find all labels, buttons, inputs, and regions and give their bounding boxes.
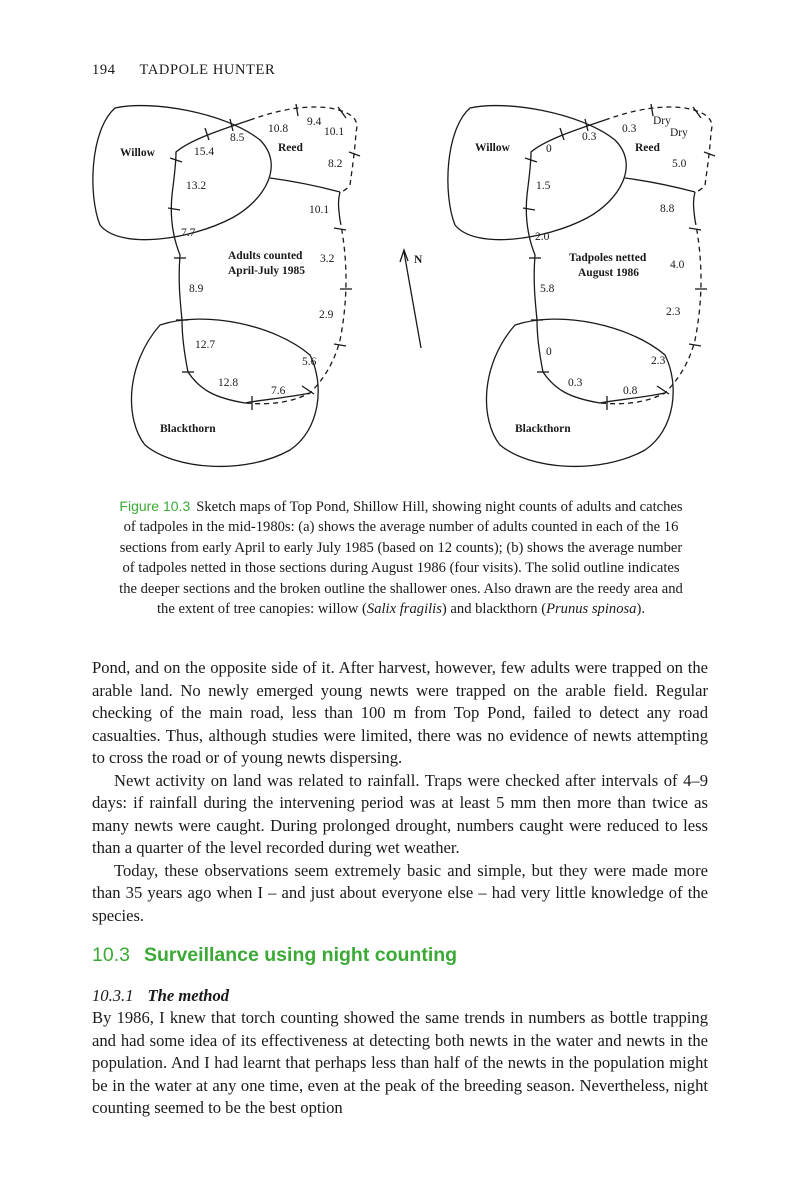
section-value-b: 5.8 xyxy=(540,283,555,295)
reed-area-b xyxy=(625,178,695,192)
north-label: N xyxy=(414,254,423,266)
blackthorn-canopy-b xyxy=(486,319,673,466)
section-heading xyxy=(92,944,457,967)
section-value-a: 13.2 xyxy=(186,180,207,192)
reed-label-a: Reed xyxy=(278,142,303,154)
caption-text: Sketch maps of Top Pond, Shillow Hill, showing night counts of adults and catches of tadpoles in the mid-1980s: (a) shows the average number of adults counted in each of the 16 sections from early April to early July 1985 (based on 12 counts); (b) shows the average number of tadpoles netted in those sections during August 1986 (four visits). The solid outline indicates the deeper sections and the broken outline the shallower ones. Also drawn are the reedy area and the extent of tree canopies: willow ( xyxy=(119,499,683,618)
section-value-b: Dry xyxy=(670,127,688,139)
paragraph: Pond, and on the opposite side of it. After harvest, however, few adults were trapped on the arable land. No newly emerged young newts were trapped on the arable field. Regular checking of the main road, less than 100 m from Top Pond, failed to detect any road casualties. Thus, although studies were limited, there was no evidence of newts attempting to cross the road or of young newts dispersing. xyxy=(92,658,708,767)
legend-line1-a: Adults counted xyxy=(228,250,303,262)
figure-10-3 xyxy=(0,0,800,500)
section-value-a: 8.9 xyxy=(189,283,204,295)
section-value-a: 10.8 xyxy=(268,123,289,135)
section-value-a: 7.7 xyxy=(181,227,196,239)
figure-label: Figure 10.3 xyxy=(119,498,191,514)
section-value-b: 0.3 xyxy=(582,131,597,143)
caption-text: ). xyxy=(636,601,645,618)
willow-latin: Salix fragilis xyxy=(366,601,442,618)
section-value-a: 2.9 xyxy=(319,309,334,321)
section-value-a: 7.6 xyxy=(271,385,286,397)
section-value-b: 0.8 xyxy=(623,385,638,397)
section-number: 10.3 xyxy=(92,944,130,966)
blackthorn-label-a: Blackthorn xyxy=(160,423,216,435)
blackthorn-canopy-a xyxy=(131,319,318,466)
willow-canopy-a xyxy=(93,106,271,240)
willow-canopy-b xyxy=(448,106,626,240)
section-value-b: 0.3 xyxy=(568,377,583,389)
body-text-2 xyxy=(92,1007,708,1120)
blackthorn-latin: Prunus spinosa xyxy=(546,601,637,618)
section-value-a: 9.4 xyxy=(307,116,322,128)
reed-label-b: Reed xyxy=(635,142,660,154)
paragraph: Newt activity on land was related to rainfall. Traps were checked after intervals of 4–9 days: if rainfall during the intervening period was at least 5 mm then more than twice as many newts were caught. During prolonged drought, numbers caught were reduced to less than a quarter of the level recorded during wet weather. xyxy=(92,770,708,857)
reed-area-a xyxy=(270,178,340,192)
paragraph: Today, these observations seem extremely basic and simple, but they were made more than 35 years ago when I – and just about everyone else – had very little knowledge of the species. xyxy=(92,860,708,925)
section-value-b: 2.3 xyxy=(651,355,666,367)
body-text xyxy=(92,657,708,927)
section-value-a: 8.5 xyxy=(230,132,245,144)
pond-sketch-maps xyxy=(0,0,800,500)
section-value-b: 1.5 xyxy=(536,180,551,192)
section-value-a: 12.8 xyxy=(218,377,239,389)
section-value-a: 10.1 xyxy=(309,204,330,216)
subsection-heading xyxy=(92,986,229,1006)
section-value-b: 8.8 xyxy=(660,203,675,215)
section-title: Surveillance using night counting xyxy=(143,944,458,966)
section-value-b: Dry xyxy=(653,115,671,127)
section-value-a: 10.1 xyxy=(324,126,345,138)
section-value-b: 5.0 xyxy=(672,158,687,170)
subsection-number: 10.3.1 xyxy=(92,986,134,1005)
section-value-b: 0.3 xyxy=(622,123,637,135)
north-arrow-shaft xyxy=(404,252,421,348)
section-value-a: 15.4 xyxy=(194,146,215,158)
section-value-a: 8.2 xyxy=(328,158,343,170)
section-value-a: 5.6 xyxy=(302,356,317,368)
subsection-title: The method xyxy=(147,986,230,1005)
figure-caption xyxy=(118,496,684,619)
legend-line2-a: April-July 1985 xyxy=(228,265,305,277)
legend-line1-b: Tadpoles netted xyxy=(569,252,647,264)
section-value-a: 3.2 xyxy=(320,253,335,265)
page-number: 194 xyxy=(92,62,116,78)
section-value-b: 0 xyxy=(546,346,552,358)
section-value-b: 4.0 xyxy=(670,259,685,271)
running-title: TADPOLE HUNTER xyxy=(139,62,276,78)
north-arrow-head xyxy=(400,250,408,262)
section-value-b: 2.3 xyxy=(666,306,681,318)
blackthorn-label-b: Blackthorn xyxy=(515,423,571,435)
section-value-b: 0 xyxy=(546,143,552,155)
legend-line2-b: August 1986 xyxy=(578,267,640,279)
willow-label-a: Willow xyxy=(120,147,155,159)
section-value-a: 12.7 xyxy=(195,339,216,351)
section-value-b: 2.0 xyxy=(535,231,550,243)
paragraph: By 1986, I knew that torch counting showed the same trends in numbers as bottle trapping and had some idea of its effectiveness at detecting both newts in the water and newts in the population. And I had learnt that perhaps less than half of the newts in the population might be in the water at any one time, even at the peak of the breeding season. Nevertheless, night counting seemed to be the best option xyxy=(92,1008,708,1117)
willow-label-b: Willow xyxy=(475,142,510,154)
caption-text: ) and blackthorn ( xyxy=(441,601,547,618)
